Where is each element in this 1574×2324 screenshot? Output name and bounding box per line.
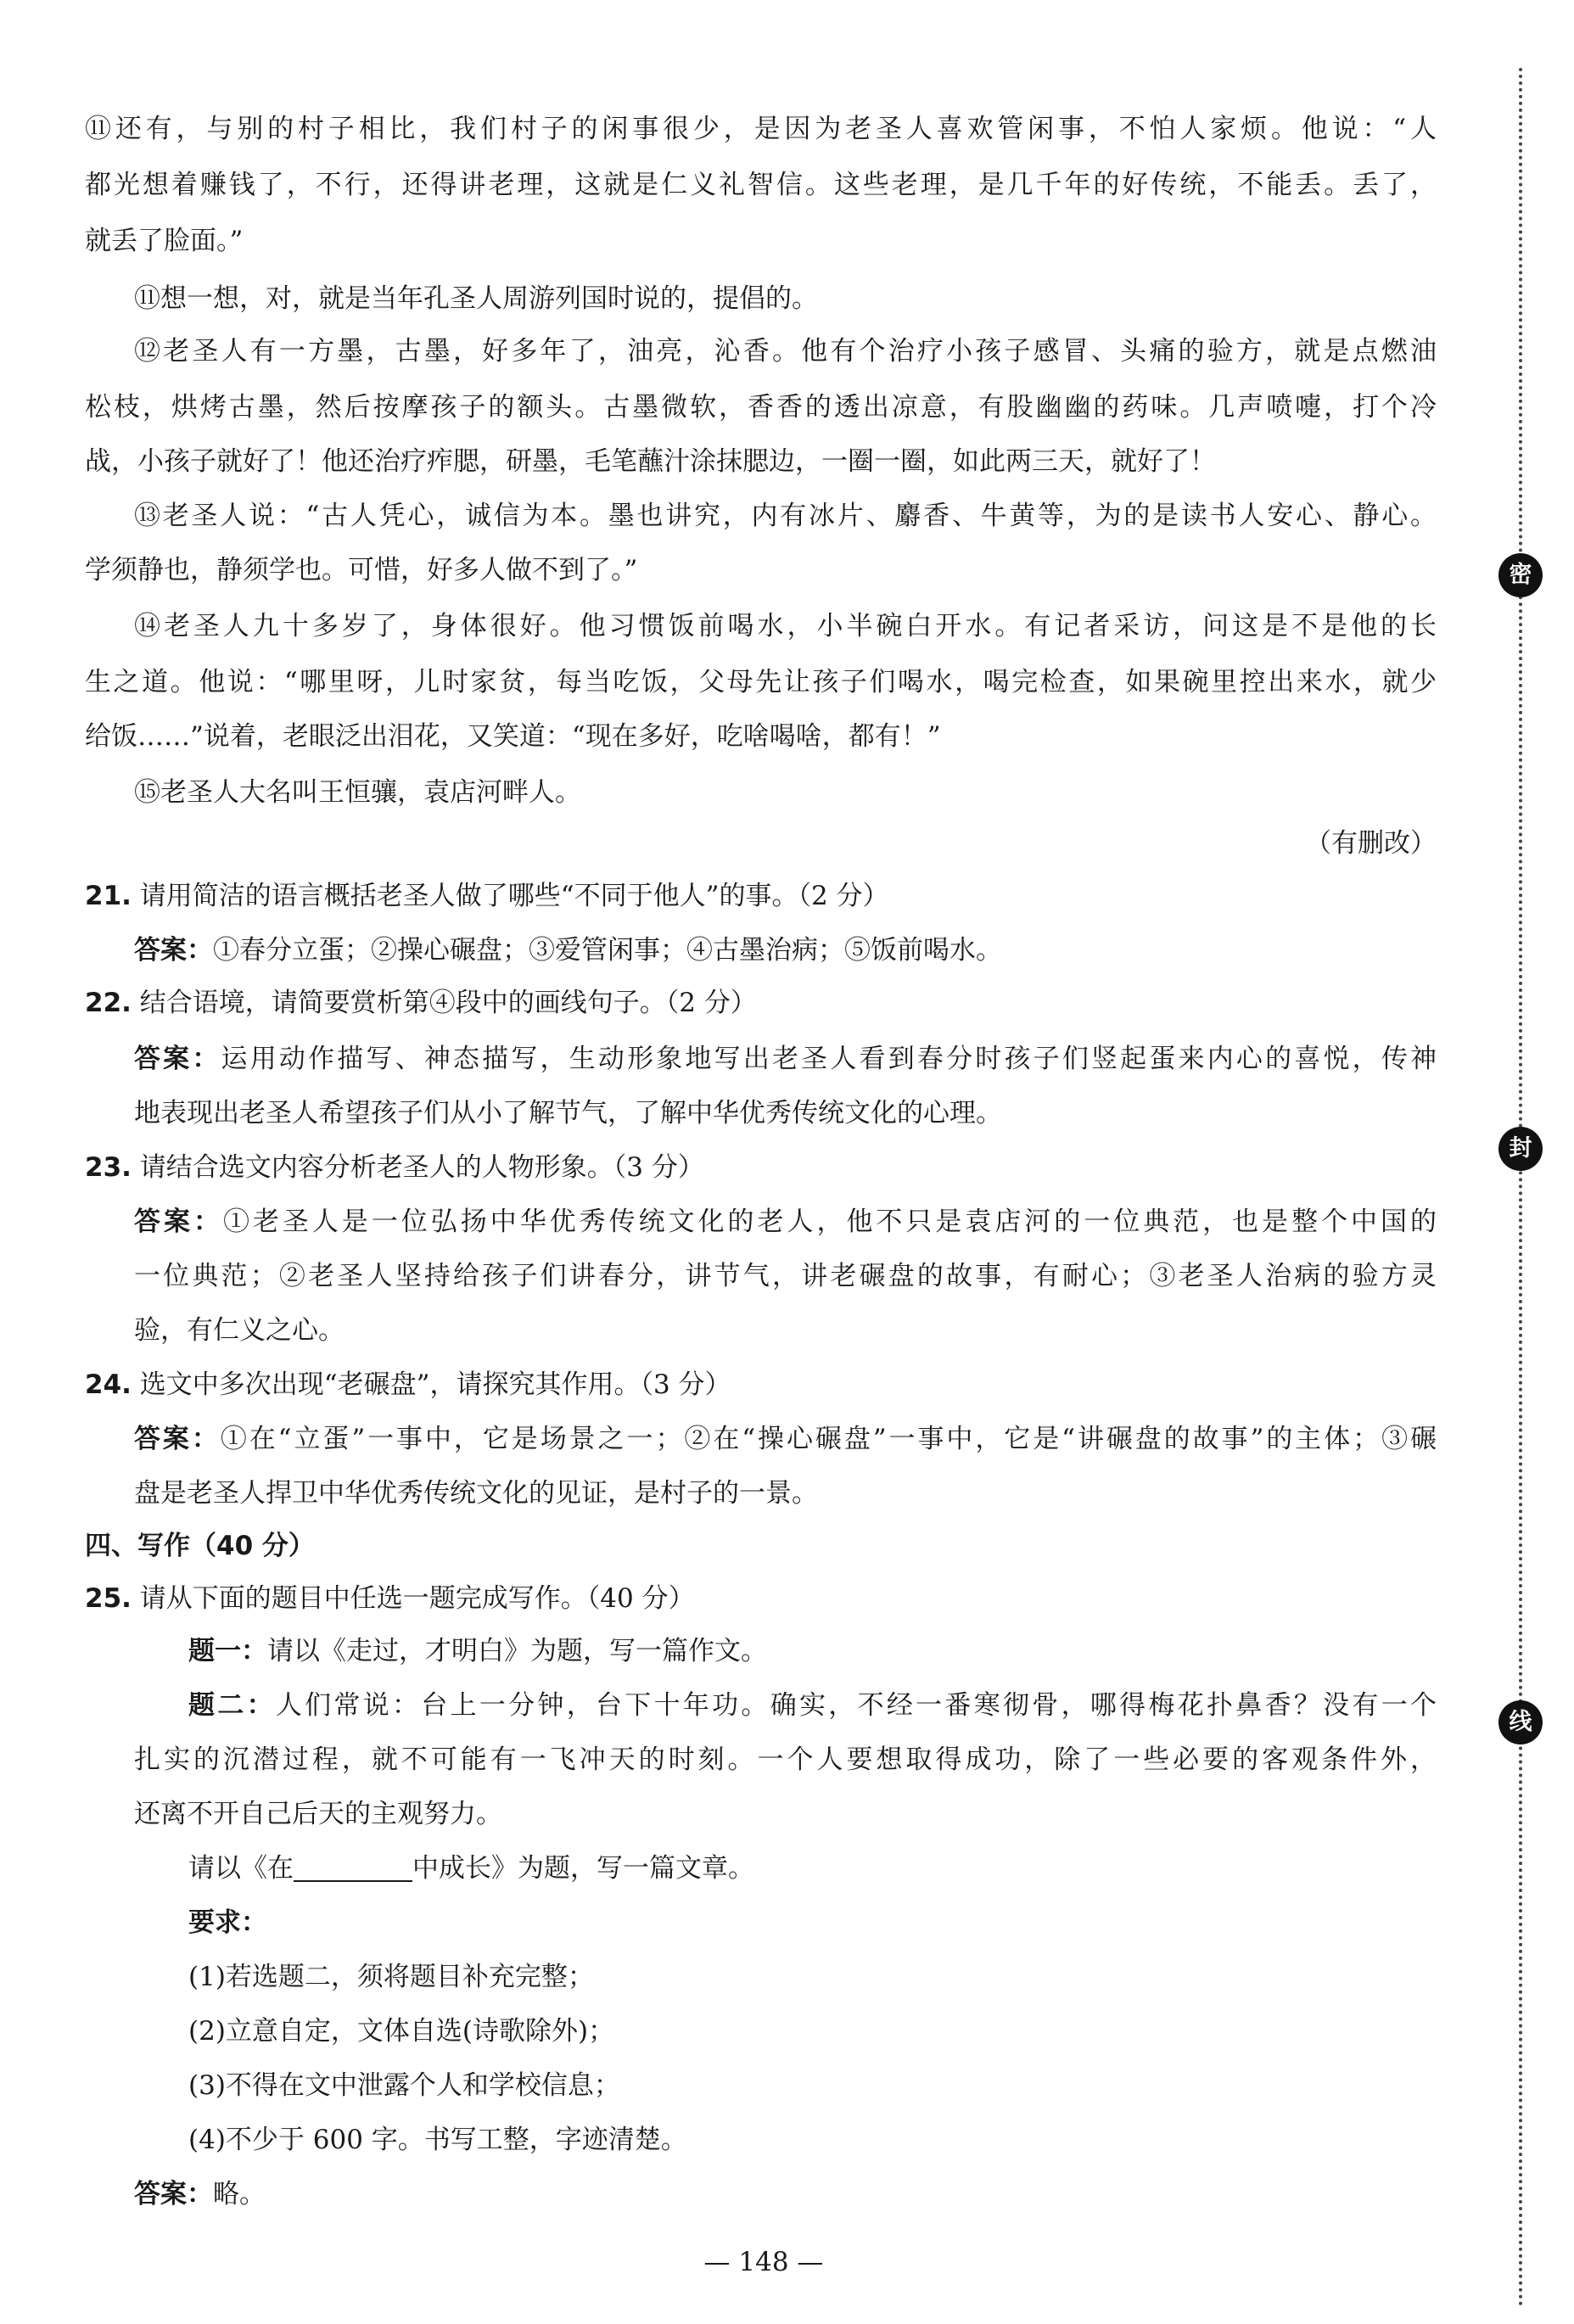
topic-two-cont: 扎实的沉潜过程，就不可能有一飞冲天的时刻。一个人要想取得成功，除了一些必要的客观条件外， bbox=[134, 1744, 1437, 1775]
topic-two-prompt: 请以《在 中成长》为题，写一篇文章。 bbox=[188, 1853, 754, 1884]
passage-line: 松枝，烘烤古墨，然后按摩孩子的额头。古墨微软，香香的透出凉意，有股幽幽的药味。几声喷嚏，打个冷 bbox=[85, 392, 1437, 423]
page-number: — 148 — bbox=[703, 2247, 824, 2277]
answer-24-cont: 盘是老圣人捍卫中华优秀传统文化的见证，是村子的一景。 bbox=[134, 1478, 818, 1509]
answer-23-cont: 一位典范；②老圣人坚持给孩子们讲春分，讲节气，讲老碾盘的故事，有耐心；③老圣人治病的验方灵 bbox=[134, 1261, 1437, 1291]
passage-line: 就丢了脸面。” bbox=[85, 226, 244, 256]
passage-line: ⑪想一想，对，就是当年孔圣人周游列国时说的，提倡的。 bbox=[134, 283, 818, 314]
answer-25: 答案：略。 bbox=[134, 2179, 266, 2209]
requirements-label: 要求： bbox=[188, 1907, 267, 1938]
passage-line: 战，小孩子就好了！他还治疗痄腮，研墨，毛笔蘸汁涂抹腮边，一圈一圈，如此两三天，就好了！ bbox=[85, 446, 1216, 477]
question-22: 22. 结合语境，请简要赏析第④段中的画线句子。（2 分） bbox=[85, 988, 757, 1018]
passage-line: 学须静也，静须学也。可惜，好多人做不到了。” bbox=[85, 555, 638, 585]
requirement-item: (1)若选题二，须将题目补充完整； bbox=[188, 1962, 594, 1992]
seal-mi: 密 bbox=[1498, 553, 1543, 597]
question-25: 25. 请从下面的题目中任选一题完成写作。（40 分） bbox=[85, 1583, 695, 1614]
binding-dotted-line bbox=[1519, 68, 1522, 2308]
answer-21: 答案：①春分立蛋；②操心碾盘；③爱管闲事；④古墨治病；⑤饭前喝水。 bbox=[134, 935, 1002, 966]
requirement-item: (3)不得在文中泄露个人和学校信息； bbox=[188, 2070, 620, 2101]
passage-line: ⑫老圣人有一方墨，古墨，好多年了，油亮，沁香。他有个治疗小孩子感冒、头痛的验方，就是点燃油 bbox=[134, 336, 1437, 367]
answer-24: 答案：①在“立蛋”一事中，它是场景之一；②在“操心碾盘”一事中，它是“讲碾盘的故事”的主体；③碾 bbox=[134, 1424, 1437, 1454]
passage-line: ⑪还有，与别的村子相比，我们村子的闲事很少，是因为老圣人喜欢管闲事，不怕人家烦。他说：“人 bbox=[85, 114, 1437, 144]
topic-two-cont: 还离不开自己后天的主观努力。 bbox=[134, 1799, 502, 1829]
passage-line: ⑬老圣人说：“古人凭心，诚信为本。墨也讲究，内有冰片、麝香、牛黄等，为的是读书人安心、静心。 bbox=[134, 501, 1437, 531]
passage-line: ⑮老圣人大名叫王恒骧，袁店河畔人。 bbox=[134, 777, 581, 808]
passage-line: ⑭老圣人九十多岁了，身体很好。他习惯饭前喝水，小半碗白开水。有记者采访，问这是不是他的长 bbox=[134, 611, 1437, 641]
seal-xian: 线 bbox=[1498, 1700, 1543, 1744]
passage-line: 生之道。他说：“哪里呀，儿时家贫，每当吃饭，父母先让孩子们喝水，喝完检查，如果碗里控出来水，就少 bbox=[85, 667, 1437, 697]
question-24: 24. 选文中多次出现“老碾盘”，请探究其作用。（3 分） bbox=[85, 1369, 731, 1400]
question-23: 23. 请结合选文内容分析老圣人的人物形象。（3 分） bbox=[85, 1152, 704, 1183]
question-21: 21. 请用简洁的语言概括老圣人做了哪些“不同于他人”的事。（2 分） bbox=[85, 881, 889, 911]
requirement-item: (2)立意自定，文体自选(诗歌除外)； bbox=[188, 2016, 615, 2047]
passage-line: 给饭……”说着，老眼泛出泪花，又笑道：“现在多好，吃啥喝啥，都有！” bbox=[85, 721, 941, 752]
answer-23-cont: 验，有仁义之心。 bbox=[134, 1315, 344, 1346]
answer-22: 答案：运用动作描写、神态描写，生动形象地写出老圣人看到春分时孩子们竖起蛋来内心的喜悦，传神 bbox=[134, 1044, 1437, 1074]
answer-22-cont: 地表现出老圣人希望孩子们从小了解节气，了解中华优秀传统文化的心理。 bbox=[134, 1098, 1002, 1128]
requirement-item: (4)不少于 600 字。书写工整，字迹清楚。 bbox=[188, 2125, 687, 2155]
section-heading: 四、写作（40 分） bbox=[85, 1531, 315, 1561]
answer-23: 答案：①老圣人是一位弘扬中华优秀传统文化的老人，他不只是袁店河的一位典范，也是整个中国的 bbox=[134, 1207, 1437, 1237]
topic-one: 题一：请以《走过，才明白》为题，写一篇作文。 bbox=[188, 1636, 767, 1666]
title-blank bbox=[294, 1851, 412, 1882]
topic-two: 题二：人们常说：台上一分钟，台下十年功。确实，不经一番寒彻骨，哪得梅花扑鼻香？没有一个 bbox=[188, 1690, 1437, 1721]
passage-line: 都光想着赚钱了，不行，还得讲老理，这就是仁义礼智信。这些老理，是几千年的好传统，不能丢。丢了， bbox=[85, 170, 1437, 200]
seal-feng: 封 bbox=[1498, 1127, 1543, 1171]
source-note: （有删改） bbox=[1305, 828, 1437, 859]
